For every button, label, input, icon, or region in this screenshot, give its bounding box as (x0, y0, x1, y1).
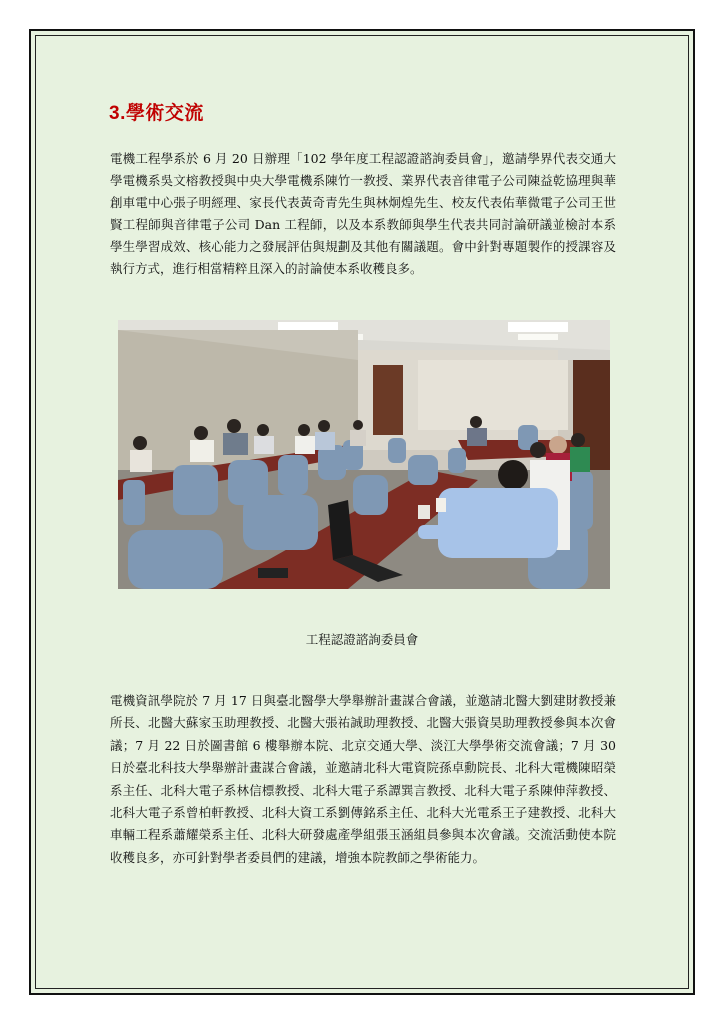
photo-caption: 工程認證諮詢委員會 (305, 632, 419, 647)
paragraph-engineering-certification: 電機工程學系於 6 月 20 日辦理「102 學年度工程認證諮詢委員會」，邀請學界代表交通大學電機系吳文榕教授與中央大學電機系陳竹一教授、業界代表音律電子公司陳益乾協理與華創車電中心張子明經理、家長代表黃奇青先生與林炯煌先生、校友代表佑華微電子公司王世賢工程師與音律電子公司 Dan 工程師，以及本系教師與學生代表共同討論研議並檢討本系學生學習成效、核心能力之發展評估與規劃及其他有關議題。會中針對專題製作的授課容及執行方式，進行相當精粹且深入的討論使本系收穫良多。 (110, 151, 616, 276)
paragraph-academic-exchange: 電機資訊學院於 7 月 17 日與臺北醫學大學舉辦計畫謀合會議，並邀請北醫大劉建財教授兼所長、北醫大蘇家玉助理教授、北醫大張祐誠助理教授、北醫大張資昊助理教授參與本次會議；7 月 22 日於圖書館 6 樓舉辦本院、北京交通大學、淡江大學學術交流會議；7 月 30 日於臺北科技大學舉辦計畫謀合會議，並邀請北科大電資院孫卓勳院長、北科大電機陳昭榮系主任、北科大電子系林信標教授、北科大電子系譚巽言教授、北科大電子系陳伸萍教授、北科大電子系曾柏軒教授、北科大資工系劉傳銘系主任、北科大光電系王子建教授、北科大車輛工程系蕭耀榮系主任、北科大研發處產學組張玉涵組員參與本次會議。交流活動使本院收穫良多，亦可針對學者委員們的建議，增強本院教師之學術能力。 (110, 693, 616, 865)
section-heading: 3.學術交流 (109, 103, 204, 124)
meeting-photo (118, 320, 610, 589)
